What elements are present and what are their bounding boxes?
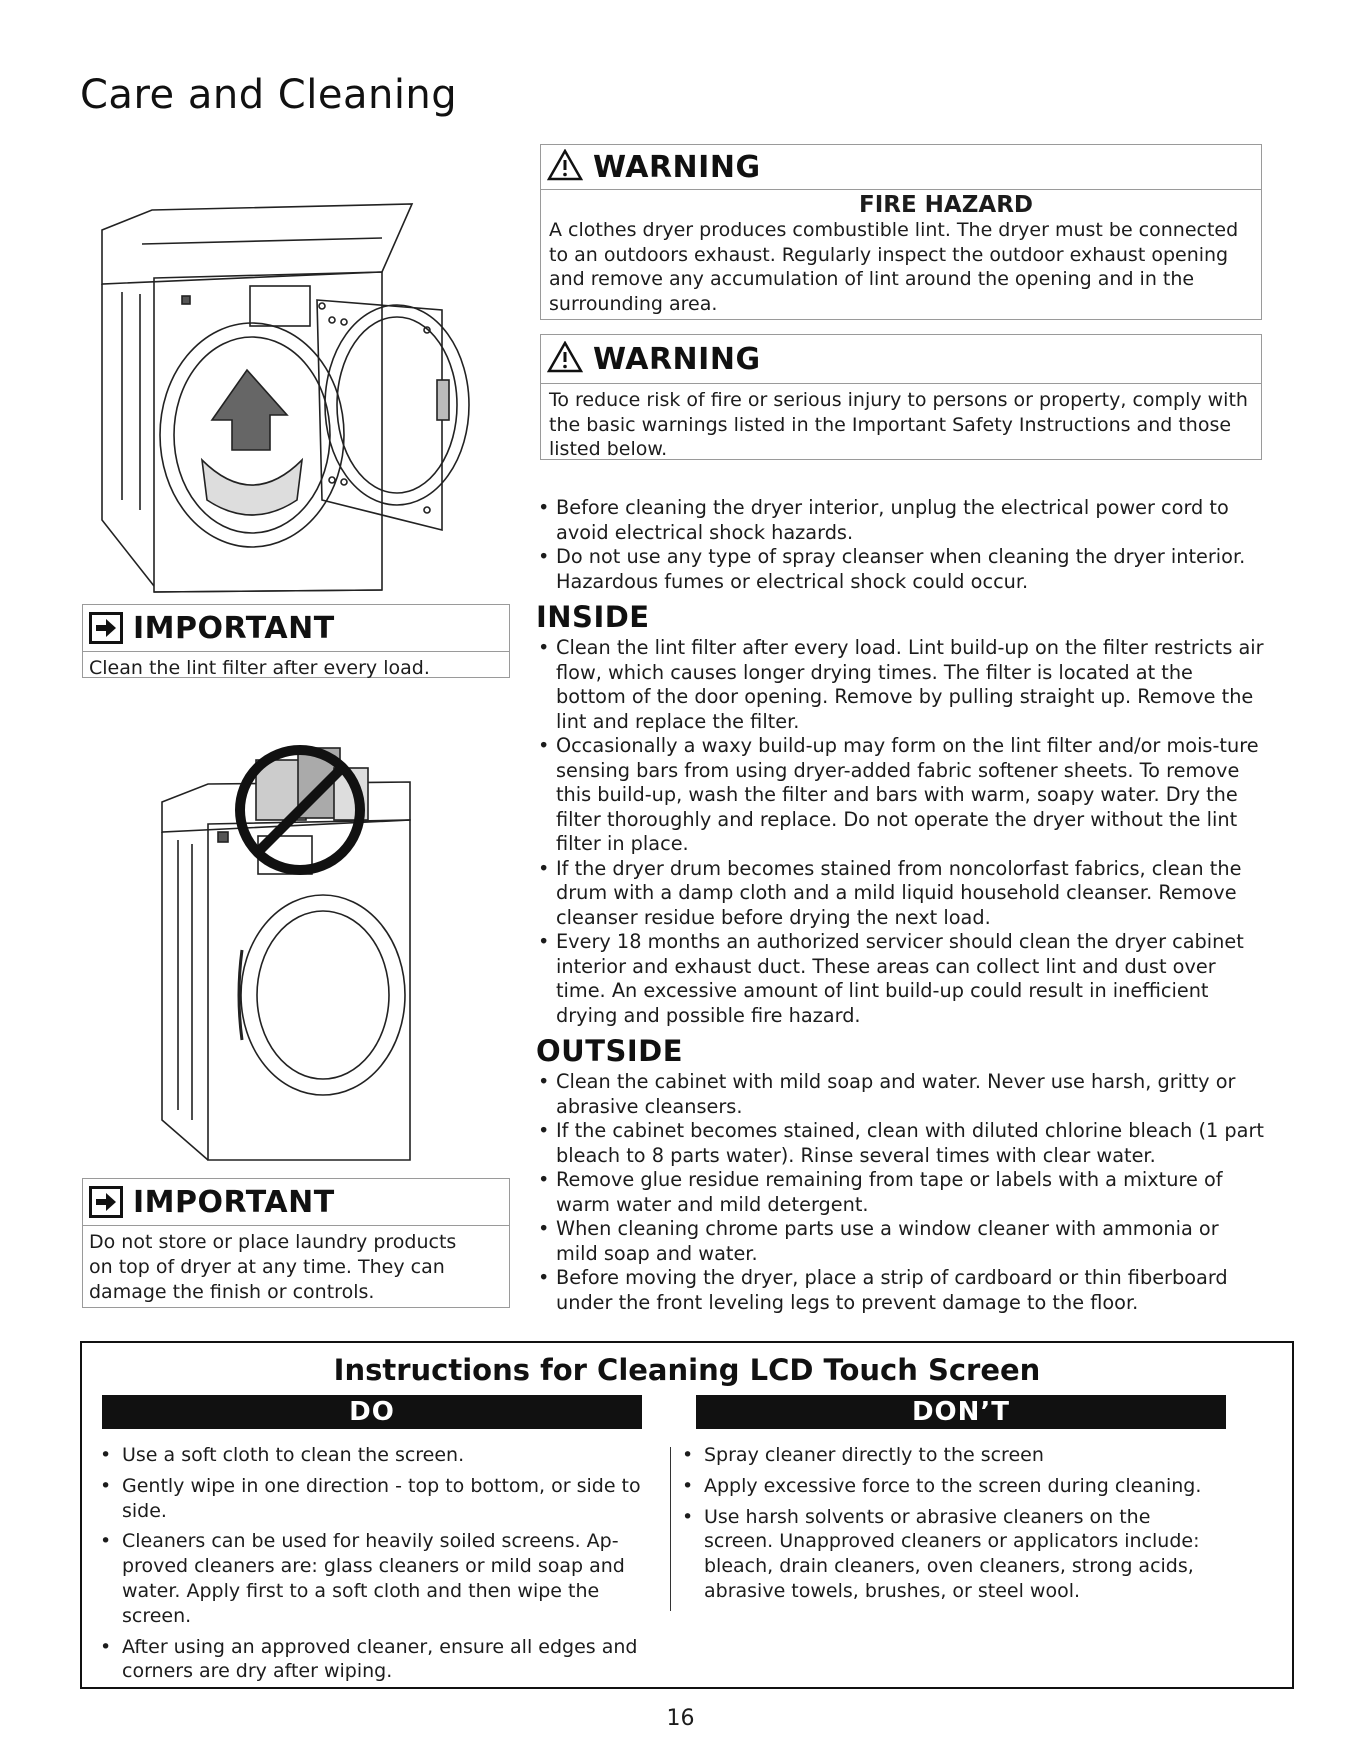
do-column <box>98 1443 658 1690</box>
dryer-open-door-illustration <box>82 200 502 600</box>
outside-bullets <box>536 1070 1266 1315</box>
warning-callout-safety <box>540 334 1262 460</box>
arrow-right-icon <box>89 612 123 644</box>
dont-column <box>680 1443 1220 1610</box>
warning-triangle-icon <box>547 149 583 185</box>
warning-label: WARNING <box>593 149 761 185</box>
column-divider <box>670 1447 671 1611</box>
important-callout-header <box>83 1179 509 1226</box>
warning-callout-header <box>541 145 1261 190</box>
warning-text: To reduce risk of fire or serious injury to persons or property, comply with the basic warnings listed in the Important Safety Instructions and those listed below. <box>549 389 1248 460</box>
important-callout-lint-filter <box>82 604 510 678</box>
cleaning-instructions-column <box>536 496 1266 1315</box>
important-callout-header <box>83 605 509 652</box>
do-list <box>98 1443 658 1684</box>
important-text: Do not store or place laundry products on top of dryer at any time. They can damage the finish or controls. <box>89 1231 457 1303</box>
list-item: • Remove glue residue remaining from tape or labels with a mixture of warm water and mild detergent. <box>536 1168 1266 1217</box>
list-item: • Clean the cabinet with mild soap and water. Never use harsh, gritty or abrasive cleansers. <box>536 1070 1266 1119</box>
inside-heading: INSIDE <box>536 600 650 634</box>
important-label: IMPORTANT <box>133 610 335 646</box>
no-products-on-dryer-illustration <box>148 740 448 1170</box>
warning-callout-header <box>541 335 1261 384</box>
list-item: • Use a soft cloth to clean the screen. <box>98 1443 658 1468</box>
list-item: • Occasionally a waxy build-up may form on the lint filter and/or mois-ture sensing bars from using dryer-added fabric softener sheets. To remove this build-up, wash the filter and bars with warm, soapy water. Dry the filter thoroughly and replace. Do not operate the dryer without the lint filter in place. <box>536 734 1266 857</box>
dryer-open-door-drawing <box>82 200 502 600</box>
arrow-right-icon <box>89 1186 123 1218</box>
list-item: • Apply excessive force to the screen during cleaning. <box>680 1474 1220 1499</box>
list-item: • After using an approved cleaner, ensure all edges and corners are dry after wiping. <box>98 1635 658 1685</box>
dont-list <box>680 1443 1220 1604</box>
fire-hazard-title: FIRE HAZARD <box>858 192 1034 218</box>
list-item: • Before cleaning the dryer interior, unplug the electrical power cord to avoid electrical shock hazards. <box>536 496 1266 545</box>
do-header-bar: DO <box>102 1395 642 1429</box>
warning-text: A clothes dryer produces combustible lint. The dryer must be connected to an outdoors exhaust. Regularly inspect the outdoor exhaust opening and remove any accumulation of lint around the opening and in the surrounding area. <box>549 219 1239 315</box>
no-products-on-dryer-drawing <box>148 740 448 1170</box>
important-text: Clean the lint filter after every load. <box>89 657 430 679</box>
list-item: • Every 18 months an authorized servicer should clean the dryer cabinet interior and exhaust duct. These areas can collect lint and dust over time. An excessive amount of lint build-up could result in inefficient drying and possible fire hazard. <box>536 930 1266 1028</box>
page-title: Care and Cleaning <box>80 72 458 118</box>
list-item: • Gently wipe in one direction - top to bottom, or side to side. <box>98 1474 658 1524</box>
list-item: • Clean the lint filter after every load. Lint build-up on the filter restricts air flow, which causes longer drying times. The filter is located at the bottom of the door opening. Remove by pulling straight up. Remove the lint and replace the filter. <box>536 636 1266 734</box>
important-label: IMPORTANT <box>133 1184 335 1220</box>
list-item: • Use harsh solvents or abrasive cleaners on the screen. Unapproved cleaners or applicators include: bleach, drain cleaners, oven cleaners, strong acids, abrasive towels, brushes, or steel wool. <box>680 1505 1220 1604</box>
list-item: • If the cabinet becomes stained, clean with diluted chlorine bleach (1 part bleach to 8 parts water). Rinse several times with clear water. <box>536 1119 1266 1168</box>
dont-header-bar: DON’T <box>696 1395 1226 1429</box>
list-item: • Do not use any type of spray cleanser when cleaning the dryer interior. Hazardous fumes or electrical shock could occur. <box>536 545 1266 594</box>
outside-heading: OUTSIDE <box>536 1034 684 1068</box>
list-item: • If the dryer drum becomes stained from noncolorfast fabrics, clean the drum with a damp cloth and a mild liquid household cleanser. Remove cleanser residue before drying the next load. <box>536 857 1266 931</box>
page-number: 16 <box>666 1706 695 1731</box>
lcd-cleaning-instructions-box <box>80 1341 1294 1689</box>
warning-triangle-icon <box>547 341 583 377</box>
lcd-instructions-title: Instructions for Cleaning LCD Touch Screen <box>333 1353 1041 1387</box>
list-item: • Spray cleaner directly to the screen <box>680 1443 1220 1468</box>
inside-bullets <box>536 636 1266 1028</box>
list-item: • Before moving the dryer, place a strip of cardboard or thin fiberboard under the front leveling legs to prevent damage to the floor. <box>536 1266 1266 1315</box>
warning-callout-fire-hazard <box>540 144 1262 320</box>
general-bullets <box>536 496 1266 594</box>
important-callout-storage <box>82 1178 510 1308</box>
list-item: • Cleaners can be used for heavily soiled screens. Ap-proved cleaners are: glass cleaners or mild soap and water. Apply first to a soft cloth and then wipe the screen. <box>98 1529 658 1628</box>
warning-label: WARNING <box>593 341 761 377</box>
list-item: • When cleaning chrome parts use a window cleaner with ammonia or mild soap and water. <box>536 1217 1266 1266</box>
